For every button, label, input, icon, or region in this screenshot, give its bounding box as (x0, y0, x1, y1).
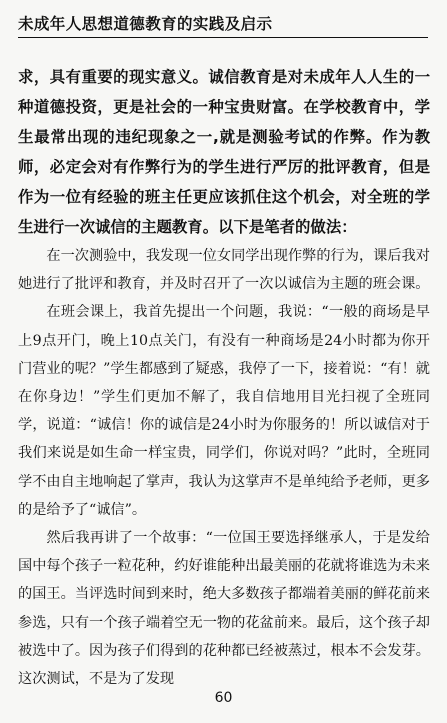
paragraph-2: 在一次测验中，我发现一位女同学出现作弊的行为，课后我对她进行了批评和教育，并及时召开了一次以诚信为主题的班会课。 (18, 248, 430, 293)
paragraph-3: 在班会课上，我首先提出一个问题，我说：“一般的商场是早上9点开门，晚上10点关门，有没有一种商场是24小时都为你开门营业的呢？”学生都感到了疑惑，我停了一下，接着说：“有！就在你身边！”学生们更加不解了，我自信地用目光扫视了全班同学，说道：“诚信！你的诚信是24小时为你服务的！所以诚信对于我们来说是如生命一样宝贵，同学们，你说对吗？”此时，全班同学不由自主地响起了掌声，我认为这掌声不是单纯给予老师，更多的是给予了“诚信”。 (18, 304, 430, 518)
header-rule (18, 37, 428, 38)
page-number: 60 (214, 690, 233, 706)
paragraph-4: 然后我再讲了一个故事：“一位国王要选择继承人，于是发给国中每个孩子一粒花种，约好谁能种出最美丽的花就将谁选为未来的国王。当评选时间到来时，绝大多数孩子都端着美丽的鲜花前来参选，只有一个孩子端着空无一物的花盆前来。最后，这个孩子却被选中了。因为孩子们得到的花种都已经被蒸过，根本不会发芽。这次测试，不是为了发现 (18, 530, 430, 688)
paragraph-1: 求，具有重要的现实意义。诚信教育是对未成年人人生的一种道德投资，更是社会的一种宝贵财富。在学校教育中，学生最常出现的违纪现象之一,就是测验考试的作弊。作为教师，必定会对有作弊行为的学生进行严厉的批评教育，但是作为一位有经验的班主任更应该抓住这个机会，对全班的学生进行一次诚信的主题教育。以下是笔者的做法： (18, 68, 430, 236)
body-text (18, 62, 430, 693)
running-header-title: 未成年人思想道德教育的实践及启示 (18, 15, 273, 33)
